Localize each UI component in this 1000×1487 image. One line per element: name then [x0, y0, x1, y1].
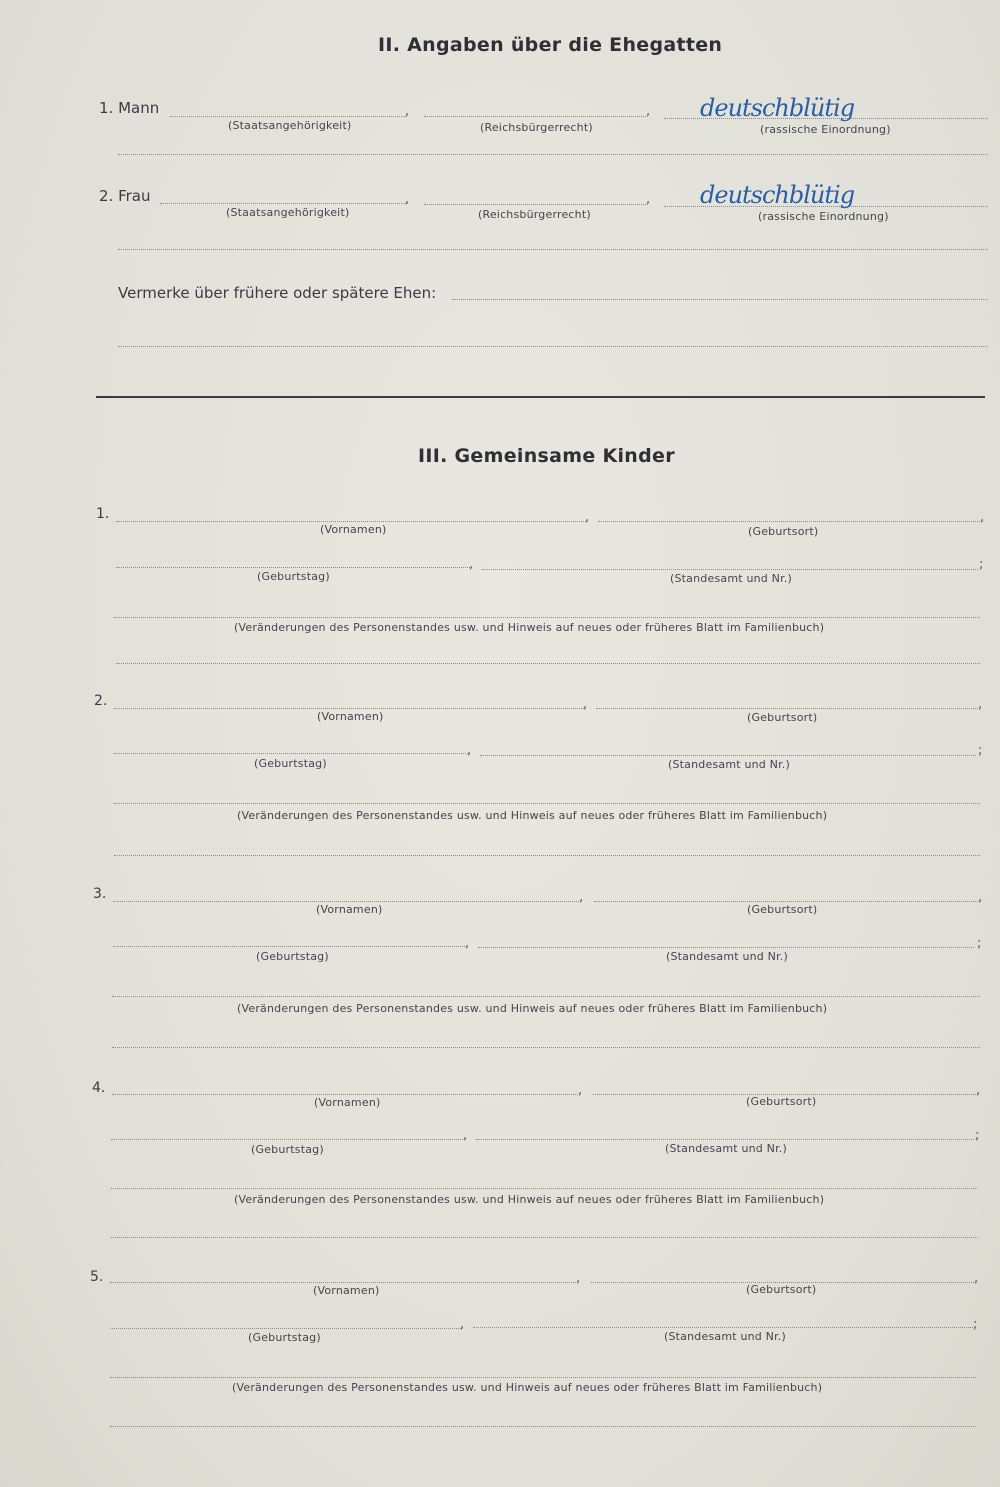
- marriage-notes-label: Vermerke über frühere oder spätere Ehen:: [118, 284, 437, 302]
- child5-changes-caption: (Veränderungen des Personenstandes usw. und Hinweis auf neues oder früheres Blatt im Familienbuch): [232, 1381, 823, 1394]
- wife-nationality-caption: (Staatsangehörigkeit): [226, 206, 350, 219]
- child3-birthplace-field[interactable]: [594, 901, 978, 902]
- child2-birthday-caption: (Geburtstag): [254, 757, 327, 770]
- child3-registry-caption: (Standesamt und Nr.): [666, 950, 788, 963]
- child2-birthday-field[interactable]: [114, 753, 468, 754]
- child1-given-names-caption: (Vornamen): [320, 523, 387, 536]
- wife-label: 2. Frau: [99, 187, 151, 205]
- child4-given-names-caption: (Vornamen): [314, 1096, 381, 1109]
- wife-race-handwritten: deutschblütig: [700, 181, 855, 209]
- child5-given-names-caption: (Vornamen): [313, 1284, 380, 1297]
- child2-given-names-caption: (Vornamen): [317, 710, 384, 723]
- child4-birthday-field[interactable]: [111, 1139, 463, 1140]
- child1-registry-caption: (Standesamt und Nr.): [670, 572, 792, 585]
- child-number: 2.: [94, 693, 108, 709]
- child2-given-names-field[interactable]: [114, 708, 584, 709]
- husband-nationality-field[interactable]: [170, 116, 406, 117]
- child1-registry-field[interactable]: [482, 569, 978, 570]
- child5-birthplace-caption: (Geburtsort): [746, 1283, 817, 1296]
- child2-registry-field[interactable]: [480, 755, 976, 756]
- child-number: 3.: [93, 886, 107, 902]
- husband-extra-line[interactable]: [118, 154, 988, 155]
- child3-birthday-field[interactable]: [113, 946, 465, 947]
- child5-changes-field[interactable]: [110, 1377, 976, 1378]
- child-number: 4.: [92, 1080, 106, 1096]
- child2-birthplace-field[interactable]: [596, 708, 978, 709]
- husband-race-handwritten: deutschblütig: [700, 94, 855, 122]
- child4-extra-line[interactable]: [111, 1237, 978, 1238]
- child4-registry-field[interactable]: [476, 1139, 974, 1140]
- wife-nationality-field[interactable]: [160, 203, 406, 204]
- husband-race-caption: (rassische Einordnung): [760, 123, 891, 136]
- child-number: 1.: [96, 506, 110, 522]
- child1-changes-field[interactable]: [114, 617, 980, 618]
- child3-changes-field[interactable]: [112, 996, 980, 997]
- husband-nationality-caption: (Staatsangehörigkeit): [228, 119, 352, 132]
- child1-birthplace-caption: (Geburtsort): [748, 525, 819, 538]
- child1-birthday-caption: (Geburtstag): [257, 570, 330, 583]
- child3-birthplace-caption: (Geburtsort): [747, 903, 818, 916]
- child1-birthday-field[interactable]: [116, 567, 470, 568]
- husband-citizenship-caption: (Reichsbürgerrecht): [480, 121, 593, 134]
- child5-registry-caption: (Standesamt und Nr.): [664, 1330, 786, 1343]
- child-number: 5.: [90, 1269, 104, 1285]
- child4-changes-caption: (Veränderungen des Personenstandes usw. und Hinweis auf neues oder früheres Blatt im Familienbuch): [234, 1193, 825, 1206]
- child2-changes-caption: (Veränderungen des Personenstandes usw. und Hinweis auf neues oder früheres Blatt im Familienbuch): [237, 809, 828, 822]
- child1-birthplace-field[interactable]: [598, 521, 980, 522]
- section2-title: II. Angaben über die Ehegatten: [378, 34, 723, 56]
- child1-given-names-field[interactable]: [116, 521, 586, 522]
- child3-extra-line[interactable]: [112, 1047, 980, 1048]
- child4-registry-caption: (Standesamt und Nr.): [665, 1142, 787, 1155]
- wife-citizenship-field[interactable]: [424, 204, 646, 205]
- child3-given-names-field[interactable]: [113, 901, 579, 902]
- child5-registry-field[interactable]: [473, 1327, 973, 1328]
- child3-birthday-caption: (Geburtstag): [256, 950, 329, 963]
- child2-birthplace-caption: (Geburtsort): [747, 711, 818, 724]
- child3-given-names-caption: (Vornamen): [316, 903, 383, 916]
- marriage-notes-line-2[interactable]: [118, 346, 988, 347]
- child4-birthplace-caption: (Geburtsort): [746, 1095, 817, 1108]
- marriage-notes-field[interactable]: [452, 299, 988, 300]
- child4-changes-field[interactable]: [111, 1188, 978, 1189]
- section-divider: [96, 396, 985, 398]
- section3-title: III. Gemeinsame Kinder: [418, 445, 675, 467]
- wife-extra-line[interactable]: [118, 249, 988, 250]
- form-page: II. Angaben über die Ehegatten 1. Mann , (Staatsangehörigkeit) , (Reichsbürgerrecht) deutschblütig (rassische Einordnung) 2. Frau , (Staatsangehörigkeit) , (Reichsbürgerrecht) deutschblütig (rassische Einordnung) Vermerke über frühere oder spätere Ehen: III. Gemeinsame Kinder 1. , , (Vornamen) (Geburtsort) , ; (Geburtstag) (Standesamt und Nr.) (Veränderungen des Personenstandes usw. und Hinweis auf neues oder früheres Blatt im Familienbuch) 2. , , (Vornamen) (Geburtsort) , ; (Geburtstag) (Standesamt und Nr.) (Veränderungen des Personenstandes usw. und Hinweis auf neues oder früheres Blatt im Familienbuch) 3. , , (Vornamen) (Geburtsort) , ; (Geburtstag) (Standesamt und Nr.) (Veränderungen des Personenstandes usw. und Hinweis auf neues oder früheres Blatt im Familienbuch) 4. , , (Vornamen) (Geburtsort) , ; (Geburtstag) (Standesamt und Nr.) (Veränderungen des Personenstandes usw. und Hinweis auf neues oder früheres Blatt im Familienbuch) 5. , , (Vornamen) (Geburtsort) , ; (Geburtstag) (Standesamt und Nr.) (Veränderungen des Personenstandes usw. und Hinweis auf neues oder früheres Blatt im Familienbuch): [0, 0, 1000, 1487]
- wife-citizenship-caption: (Reichsbürgerrecht): [478, 208, 591, 221]
- child5-birthday-field[interactable]: [110, 1328, 461, 1329]
- child5-birthday-caption: (Geburtstag): [248, 1331, 321, 1344]
- child1-extra-line[interactable]: [116, 663, 980, 664]
- child2-changes-field[interactable]: [114, 803, 980, 804]
- child3-registry-field[interactable]: [478, 947, 974, 948]
- child5-extra-line[interactable]: [110, 1426, 976, 1427]
- child3-changes-caption: (Veränderungen des Personenstandes usw. und Hinweis auf neues oder früheres Blatt im Familienbuch): [237, 1002, 828, 1015]
- wife-race-caption: (rassische Einordnung): [758, 210, 889, 223]
- child5-given-names-field[interactable]: [110, 1282, 576, 1283]
- child4-given-names-field[interactable]: [112, 1094, 578, 1095]
- child4-birthday-caption: (Geburtstag): [251, 1143, 324, 1156]
- child2-registry-caption: (Standesamt und Nr.): [668, 758, 790, 771]
- husband-citizenship-field[interactable]: [424, 116, 646, 117]
- husband-label: 1. Mann: [99, 99, 160, 117]
- child1-changes-caption: (Veränderungen des Personenstandes usw. und Hinweis auf neues oder früheres Blatt im Familienbuch): [234, 621, 825, 634]
- child2-extra-line[interactable]: [114, 855, 980, 856]
